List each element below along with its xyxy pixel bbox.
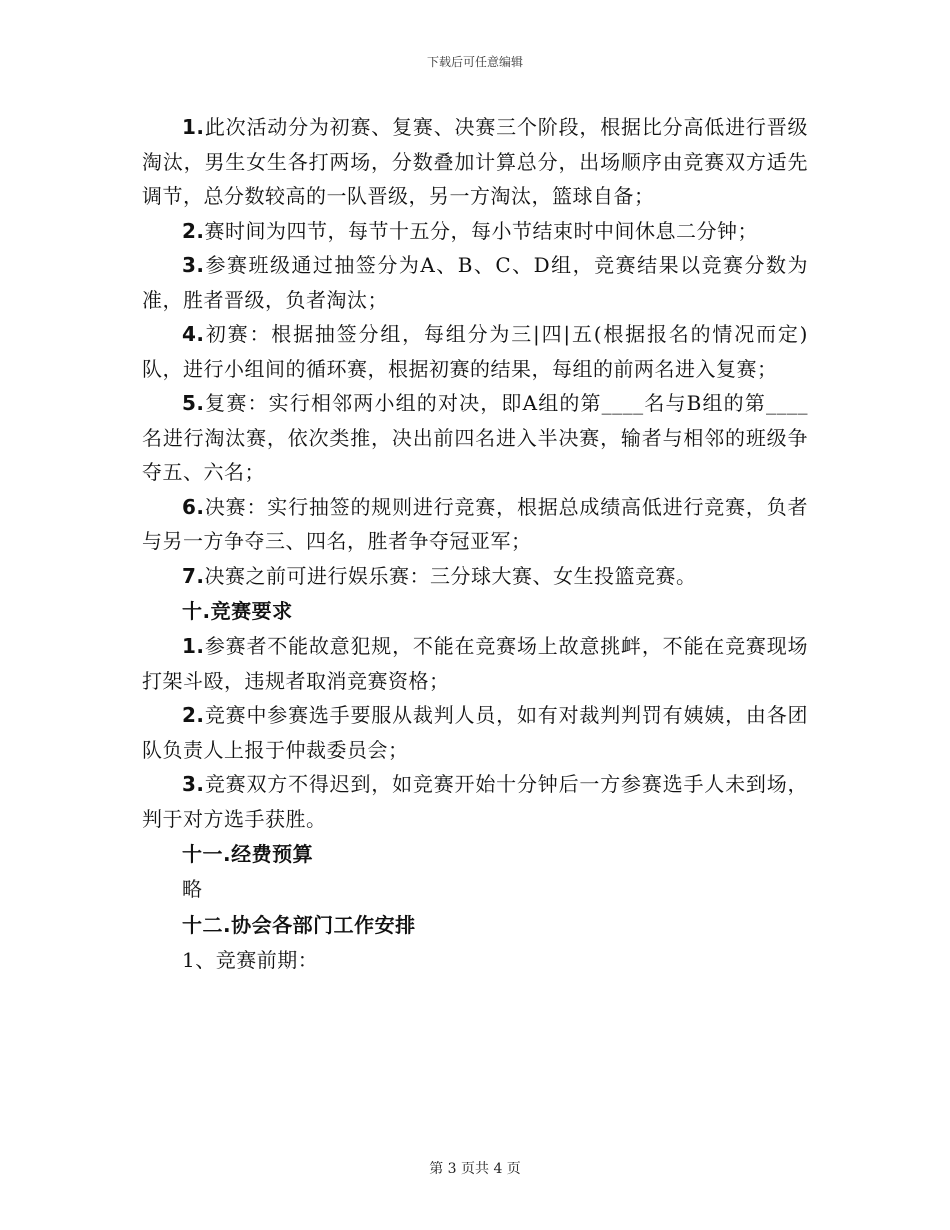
item-number: 3. <box>182 772 205 796</box>
section-heading-department-arrangements: 十二.协会各部门工作安排 <box>182 912 416 937</box>
budget-body: 略 <box>182 877 203 901</box>
item-number: 7. <box>182 563 205 588</box>
rule-paragraph-1 <box>142 110 808 214</box>
item-text: 参赛者不能故意犯规，不能在竞赛场上故意挑衅，不能在竞赛现场打架斗殴，违规者取消竞赛资格； <box>142 634 808 693</box>
requirement-paragraph-1 <box>142 629 808 698</box>
item-number: 1. <box>182 634 205 658</box>
section-heading-budget: 十一.经费预算 <box>182 842 314 866</box>
requirement-paragraph-3 <box>142 767 808 836</box>
rule-paragraph-7 <box>142 559 808 594</box>
item-number: 2. <box>182 218 205 243</box>
item-text: 参赛班级通过抽签分为A、B、C、D组，竞赛结果以竞赛分数为准，胜者晋级，负者淘汰； <box>142 253 808 312</box>
item-text: 赛时间为四节，每节十五分，每小节结束时中间休息二分钟； <box>204 218 759 243</box>
item-text: 决赛之前可进行娱乐赛：三分球大赛、女生投篮竞赛。 <box>204 563 697 588</box>
arrangements-body: 1、竞赛前期： <box>182 947 319 972</box>
item-number: 5. <box>182 391 205 415</box>
rule-paragraph-4 <box>142 317 808 386</box>
item-text: 此次活动分为初赛、复赛、决赛三个阶段，根据比分高低进行晋级淘汰，男生女生各打两场，分数叠加计算总分，出场顺序由竞赛双方适先调节，总分数较高的一队晋级，另一方淘汰，篮球自备； <box>142 115 808 208</box>
item-number: 1. <box>182 115 205 139</box>
rule-paragraph-3 <box>142 248 808 317</box>
rule-paragraph-2 <box>142 214 808 249</box>
item-text: 竞赛双方不得迟到，如竞赛开始十分钟后一方参赛选手人未到场，判于对方选手获胜。 <box>142 772 808 831</box>
rule-paragraph-5 <box>142 386 808 490</box>
item-text: 复赛：实行相邻两小组的对决，即A组的第____名与B组的第____名进行淘汰赛，依次类推，决出前四名进入半决赛，输者与相邻的班级争夺五、六名； <box>142 391 808 484</box>
page-header: 下载后可任意编辑 <box>426 55 523 69</box>
item-text: 竞赛中参赛选手要服从裁判人员，如有对裁判判罚有姨姨，由各团队负责人上报于仲裁委员会； <box>142 703 808 762</box>
rule-paragraph-6 <box>142 490 808 559</box>
item-number: 2. <box>182 703 205 727</box>
requirement-paragraph-2 <box>142 698 808 767</box>
item-number: 4. <box>182 322 205 346</box>
item-number: 6. <box>182 494 205 519</box>
document-body <box>142 110 808 977</box>
item-number: 3. <box>182 253 205 277</box>
page-footer: 第 3 页共 4 页 <box>429 1161 521 1177</box>
item-text: 初赛：根据抽签分组，每组分为三|四|五(根据报名的情况而定)队，进行小组间的循环赛，根据初赛的结果，每组的前两名进入复赛； <box>142 322 808 381</box>
section-heading-requirements: 十.竞赛要求 <box>182 599 293 623</box>
item-text: 决赛：实行抽签的规则进行竞赛，根据总成绩高低进行竞赛，负者与另一方争夺三、四名，胜者争夺冠亚军； <box>142 494 808 553</box>
